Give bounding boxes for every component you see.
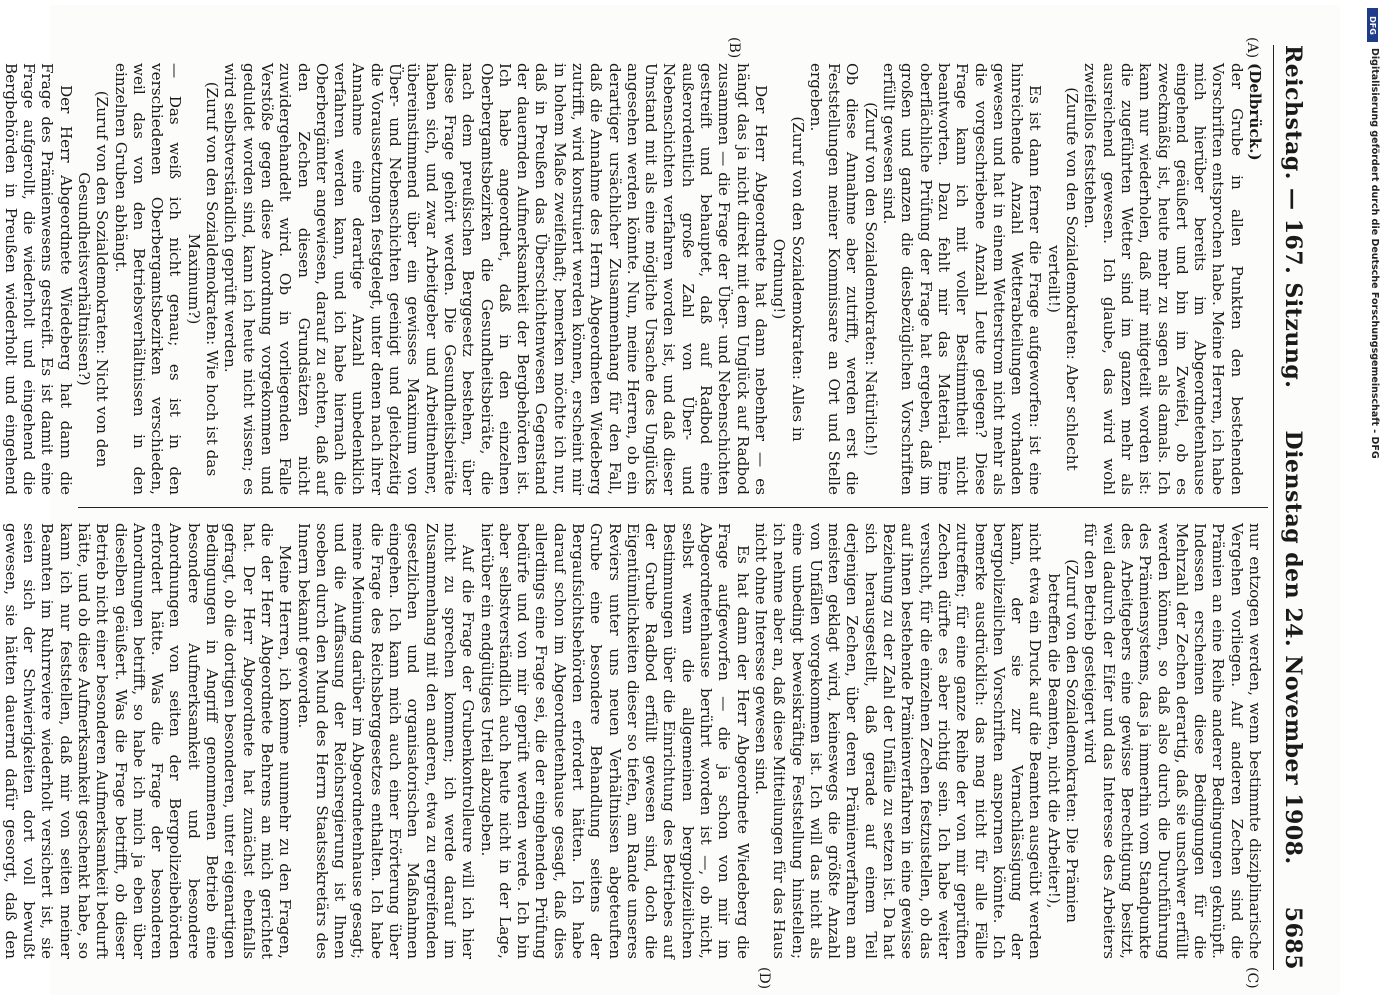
paragraph: Es hat dann der Herr Abgeordnete Wiedeberg die Frage aufgeworfen — die ja schon von mir im Abgeordnetenhause berührt worden ist —, ob nicht, selbst wenn die allgemeinen bergpolizeilichen Bestimmungen über die Einrichtung des Betriebes auf der Grube Radbod erfüllt gewesen sind, doch die Eigentümlichkeiten dieser so tiefen, am Rande unseres Reviers unter uns neuen Verhältnissen abgeteuften Grube eine besondere Behandlung seitens der Bergaufsichtsbehörden erfordert hätten. Ich habe darauf schon im Abgeordnetenhause gesagt, daß dies allerdings eine Frage sei, die der eingehenden Prüfung bedürfe und von mir geprüft werden werde. Ich bin aber selbstverständlich auch heute nicht in der Lage, hierüber ein endgültiges Urteil abzugeben. bbox=[477, 523, 752, 959]
margin-marker-b: (B) bbox=[726, 37, 742, 59]
dfg-logo: DFG bbox=[1367, 8, 1378, 42]
paragraph: — Das weiß ich nicht genau; es ist in den verschiedenen Oberbergamtsbezirken verschieden, weil das von den Betriebsverhältnissen in den einzelnen Gruben abhängt. bbox=[111, 63, 185, 495]
interjection: (Zuruf von den Sozialdemokraten: Alles in Ordnung!) bbox=[770, 116, 807, 442]
paragraph: Der Herr Abgeordnete hat dann nebenher — es hängt das ja nicht direkt mit dem Unglück auf Radbod zusammen — die Frage der Über- und Nebenschichten gestreift und behauptet, daß auf Radbod eine außerordentlich große Zahl von Über- und Nebenschichten verfahren worden ist, und daß dieser Umstand mit als eine mögliche Ursache des Unglücks angesehen werden könnte. Nun, meine Herren, ob ein derartiger ursächlicher Zusammenhang für den Fall, daß die Annahme des Herrn Abgeordneten Wiedeberg zutrifft, wird konstruiert werden können, erscheint mir in hohem Maße zweifelhaft; bemerken möchte ich nur, daß in Preußen das Überschichtenwesen Gegenstand der dauernden Aufmerksamkeit der Bergbehörden ist. Ich habe angeordnet, daß in den einzelnen Oberbergamtsbezirken die Gesundheitsbeiräte, die nach dem preußischen Berggesetz bestehen, über diese Frage gehört werden. Die Gesundheitsbeiräte haben sich, und zwar Arbeitgeber und Arbeitnehmer, übereinstimmend über ein gewisses Maximum von Über- und Nebenschichten geeinigt und gleichzeitig die Voraussetzungen festgelegt, unter denen nach ihrer Annahme eine derartige Anzahl unbedenklich verfahren werden kann, und ich habe hiernach die Oberbergämter angewiesen, darauf zu achten, daß auf den Zechen diesen Grundsätzen nicht zuwidergehandelt wird. Ob in vorliegenden Falle Verstöße gegen diese Anordnung vorgekommen und geduldet worden sind, kann ich heute nicht wissen; es wird selbstverständlich geprüft werden. bbox=[221, 63, 770, 495]
rotated-document-page bbox=[1, 5, 1340, 995]
header-date: Dienstag den 24. November 1908. bbox=[1280, 430, 1306, 865]
margin-marker-a: (A) bbox=[1244, 37, 1260, 59]
left-text-column bbox=[1, 63, 1264, 495]
paragraph: nur entzogen werden, wenn bestimmte disziplinarische Vergehen vorliegen. Auf anderen Zechen sind die Prämien an eine Reihe anderer Bedingungen geknüpft. Indessen erscheinen diese Bedingungen für die Mehrzahl der Zechen derartig, daß sie unschwer erfüllt werden können, so daß also durch die Durchführung des Prämiensystems, das ja immerhin vom Standpunkte des Arbeitgebers eine gewisse Berechtigung besitzt, weil dadurch der Eifer und das Interesse des Arbeiters für den Betrieb gesteigert wird bbox=[1081, 523, 1264, 959]
paragraph: Es ist dann ferner die Frage aufgeworfen: ist eine hinreichende Anzahl Wetterabteilungen vorhanden gewesen und hat in einem Wetterstrom nicht mehr als die vorgeschriebene Anzahl Leute gelegen? Diese Frage kann ich mit voller Bestimmtheit nicht beantworten. Dazu fehlt mir das Material. Eine oberflächliche Prüfung der Frage hat ergeben, daß im großen und ganzen die diesbezüglichen Vorschriften erfüllt gewesen sind. bbox=[880, 63, 1045, 495]
paragraph: nicht etwa ein Druck auf die Beamten ausgeübt werden kann, der sie zur Vernachlässigung der bergpolizeilichen Vorschriften anspornen könnte. Ich bemerke ausdrücklich: das mag nicht für alle Fälle zutreffen; für eine ganze Reihe der von mir geprüften Zechen dürfte es aber richtig sein. Ich habe weiter versucht, für die einzelnen Zechen festzustellen, ob das auf ihnen bestehende Prämienverfahren in eine gewisse Beziehung zu der Zahl der Unfälle zu setzen ist. Da hat sich herausgestellt, daß gerade auf einem Teil derjenigen Zechen, über deren Prämienverfahren am meisten geklagt wird, keineswegs die größte Anzahl von Unfällen vorgekommen ist. Ich will das nicht als eine unbedingt beweiskräftige Feststellung hinstellen; ich nehme aber an, daß diese Mitteilungen für das Haus nicht ohne Interesse gewesen sind. bbox=[751, 523, 1045, 959]
margin-marker-c: (C) bbox=[1244, 967, 1260, 989]
interjection: (Zuruf von den Sozialdemokraten: Wie hoch ist das Maximum?) bbox=[184, 81, 222, 477]
interjection: (Zuruf von den Sozialdemokraten: Natürlich!) bbox=[861, 102, 880, 456]
column-divider bbox=[78, 507, 1268, 508]
interjection: (Zuruf von den Sozialdemokraten: Nicht von den Gesundheitsverhältnissen?) bbox=[75, 90, 112, 468]
header-rule bbox=[1273, 45, 1274, 970]
paragraph: Meine Herren, ich komme nunmehr zu den Fragen, die der Herr Abgeordnete Behrens an mich gerichtet hat. Der Herr Abgeordnete hat zunächst ebenfalls gefragt, ob die dortigen besonderen, unter eigenartigen Bedingungen in Angriff genommenen Betrieb eine besondere Aufmerksamkeit und besondere Anordnungen von seiten der Bergpolizeibehörden erfordert hätte. Was die Frage der besonderen Anordnungen betrifft, so habe ich mich ja eben über dieselben geäußert. Was die Frage betrifft, ob dieser Betrieb nicht einer besonderen Aufmerksamkeit bedurft hätte, und ob diese Aufmerksamkeit geschenkt habe, so kann ich nur feststellen, daß mir von seiten meiner Beamten im Ruhrreviere wiederholt versichert ist, sie seien sich der Schwierigkeiten dort voll bewußt gewesen, sie hätten dauernd dafür gesorgt, daß den bbox=[1, 523, 295, 959]
paragraph: Auf die Frage der Grubenkontrolleure will ich hier nicht zu sprechen kommen; ich werde darauf im Zusammenhang mit den anderen, etwa zu ergreifenden gesetzlichen und organisatorischen Maßnahmen eingehen. Ich kann mich auch einer Erörterung über die Frage des Reichsberggesetzes enthalten. Ich habe meine Meinung darüber im Abgeordnetenhause gesagt; und die Auffassung der Reichsregierung ist Ihnen soeben durch den Mund des Herrn Staatssekretärs des Innern bekannt geworden. bbox=[294, 523, 478, 959]
page-number: 5685 bbox=[1280, 906, 1306, 970]
running-header bbox=[1276, 45, 1310, 970]
interjection: (Zurufe von den Sozialdemokraten: Aber schlecht verteilt!) bbox=[1044, 87, 1082, 471]
paragraph: Der Herr Abgeordnete Wiedeberg hat dann die Frage des Prämienwesens gestreift. Es ist damit eine Frage aufgerollt, die wiederholt und eingehend die Bergbehörden in Preußen wiederholt und eingehend bbox=[1, 63, 75, 495]
paragraph: Ob diese Annahme aber zutrifft, werden erst die Feststellungen meiner Kommissare an Ort und Stelle ergeben. bbox=[806, 63, 862, 495]
right-text-column bbox=[1, 523, 1264, 959]
speaker-name: (Delbrück.) bbox=[1246, 63, 1264, 161]
digitization-credit: Digitalisierung gefördert durch die Deutsche Forschungsgemeinschaft - DFG bbox=[1369, 48, 1380, 459]
margin-marker-d: (D) bbox=[756, 967, 772, 990]
paragraph: der Grube in allen Punkten den bestehenden Vorschriften entsprochen habe. Meine Herren, ich habe mich hierüber bereits im Abgeordnetenhause eingehend geäußert und bin im Zweifel, ob es zweckmäßig ist, heute mehr zu sagen als damals. Ich kann nur wiederholen, daß mir mitgeteilt worden ist: die zugeführten Wetter sind im ganzen mehr als ausreichend gewesen. Ich glaube, das wird wohl zweifellos feststehen. bbox=[1081, 63, 1246, 495]
interjection: (Zuruf von den Sozialdemokraten: Die Prämien betreffen die Beamten, nicht die Arbeiter!), bbox=[1044, 559, 1082, 923]
header-left: Reichstag. — 167. Sitzung. bbox=[1280, 45, 1306, 389]
